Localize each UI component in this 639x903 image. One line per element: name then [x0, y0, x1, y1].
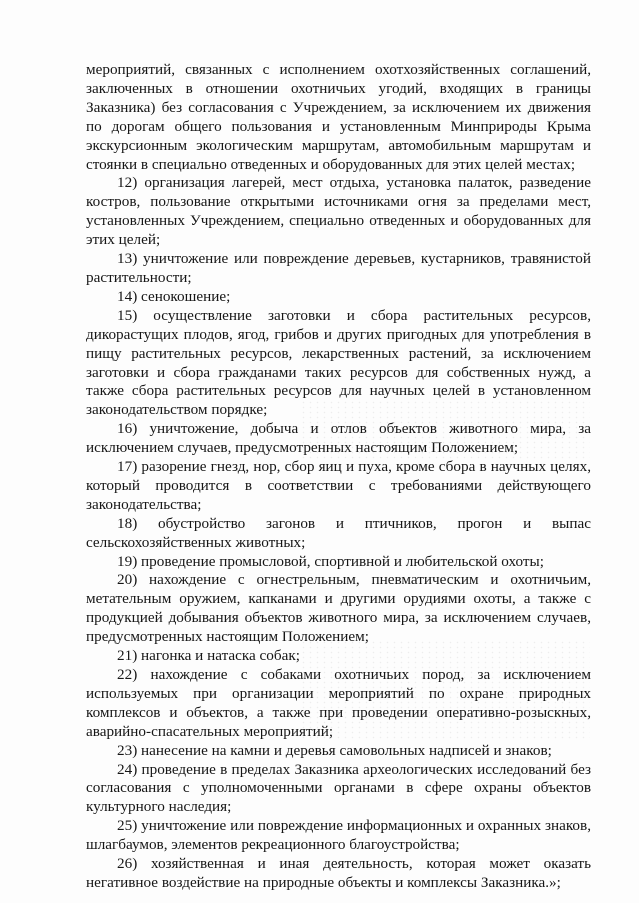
paragraph-item-18: 18) обустройство загонов и птичников, прогон и выпас сельскохозяйственных животных;	[86, 514, 591, 551]
paragraph-item-20: 20) нахождение с огнестрельным, пневматическим и охотничьим, метательным оружием, капканами и другими орудиями охоты, а также с продукцией добывания объектов животного мира, за исключением случаев, предусмотренных настоящим Положением;	[86, 571, 591, 646]
paragraph-item-23: 23) нанесение на камни и деревья самовольных надписей и знаков;	[117, 741, 552, 759]
paragraph-item-22: 22) нахождение с собаками охотничьих пород, за исключением используемых при организации мероприятий по охране природных комплексов и объектов, а также при проведении оперативно-розыскных, аварийно-спасательных мероприятий;	[86, 666, 591, 740]
paragraph-item-13: 13) уничтожение или повреждение деревьев, кустарников, травянистой растительности;	[86, 250, 591, 286]
paragraph-item-24: 24) проведение в пределах Заказника археологических исследований без согласования с уполномоченными органами в сфере охраны объектов культурного наследия;	[86, 760, 591, 816]
paragraph-item-12: 12) организация лагерей, мест отдыха, установка палаток, разведение костров, пользование открытыми источниками огня за пределами мест, установленных Учреждением, специально отведенных и оборудованных для этих целей;	[86, 174, 591, 249]
document-body	[86, 61, 591, 893]
paragraph-item-14: 14) сенокошение;	[117, 287, 231, 305]
paragraph-item-16: 16) уничтожение, добыча и отлов объектов животного мира, за исключением случаев, предусмотренных настоящим Положением;	[86, 420, 591, 457]
paragraph-continuation: мероприятий, связанных с исполнением охотхозяйственных соглашений, заключенных в отношении охотничьих угодий, входящих в границы Заказника) без согласования с Учреждением, за исключением их движения по дорогам общего пользования и установленным Минприроды Крыма экскурсионным экологическим маршрутам, автомобильным маршрутам и стоянки в специально отведенных и оборудованных для этих целей местах;	[86, 61, 591, 173]
paragraph-item-15: 15) осуществление заготовки и сбора растительных ресурсов, дикорастущих плодов, ягод, грибов и других пригодных для употребления в пищу растительных ресурсов, лекарственных растений, за исключением заготовки и сбора гражданами таких ресурсов для собственных нужд, а также сбора растительных ресурсов для научных целей в установленном законодательством порядке;	[86, 306, 591, 419]
paragraph-item-19: 19) проведение промысловой, спортивной и любительской охоты;	[117, 552, 544, 570]
paragraph-item-25: 25) уничтожение или повреждение информационных и охранных знаков, шлагбаумов, элементов рекреационного благоустройства;	[86, 817, 591, 854]
paragraph-item-26: 26) хозяйственная и иная деятельность, которая может оказать негативное воздействие на природные объекты и комплексы Заказника.»;	[86, 855, 591, 891]
paragraph-item-21: 21) нагонка и натаска собак;	[117, 647, 300, 665]
paragraph-item-17: 17) разорение гнезд, нор, сбор яиц и пуха, кроме сбора в научных целях, который проводится в соответствии с требованиями действующего законодательства;	[86, 458, 591, 513]
